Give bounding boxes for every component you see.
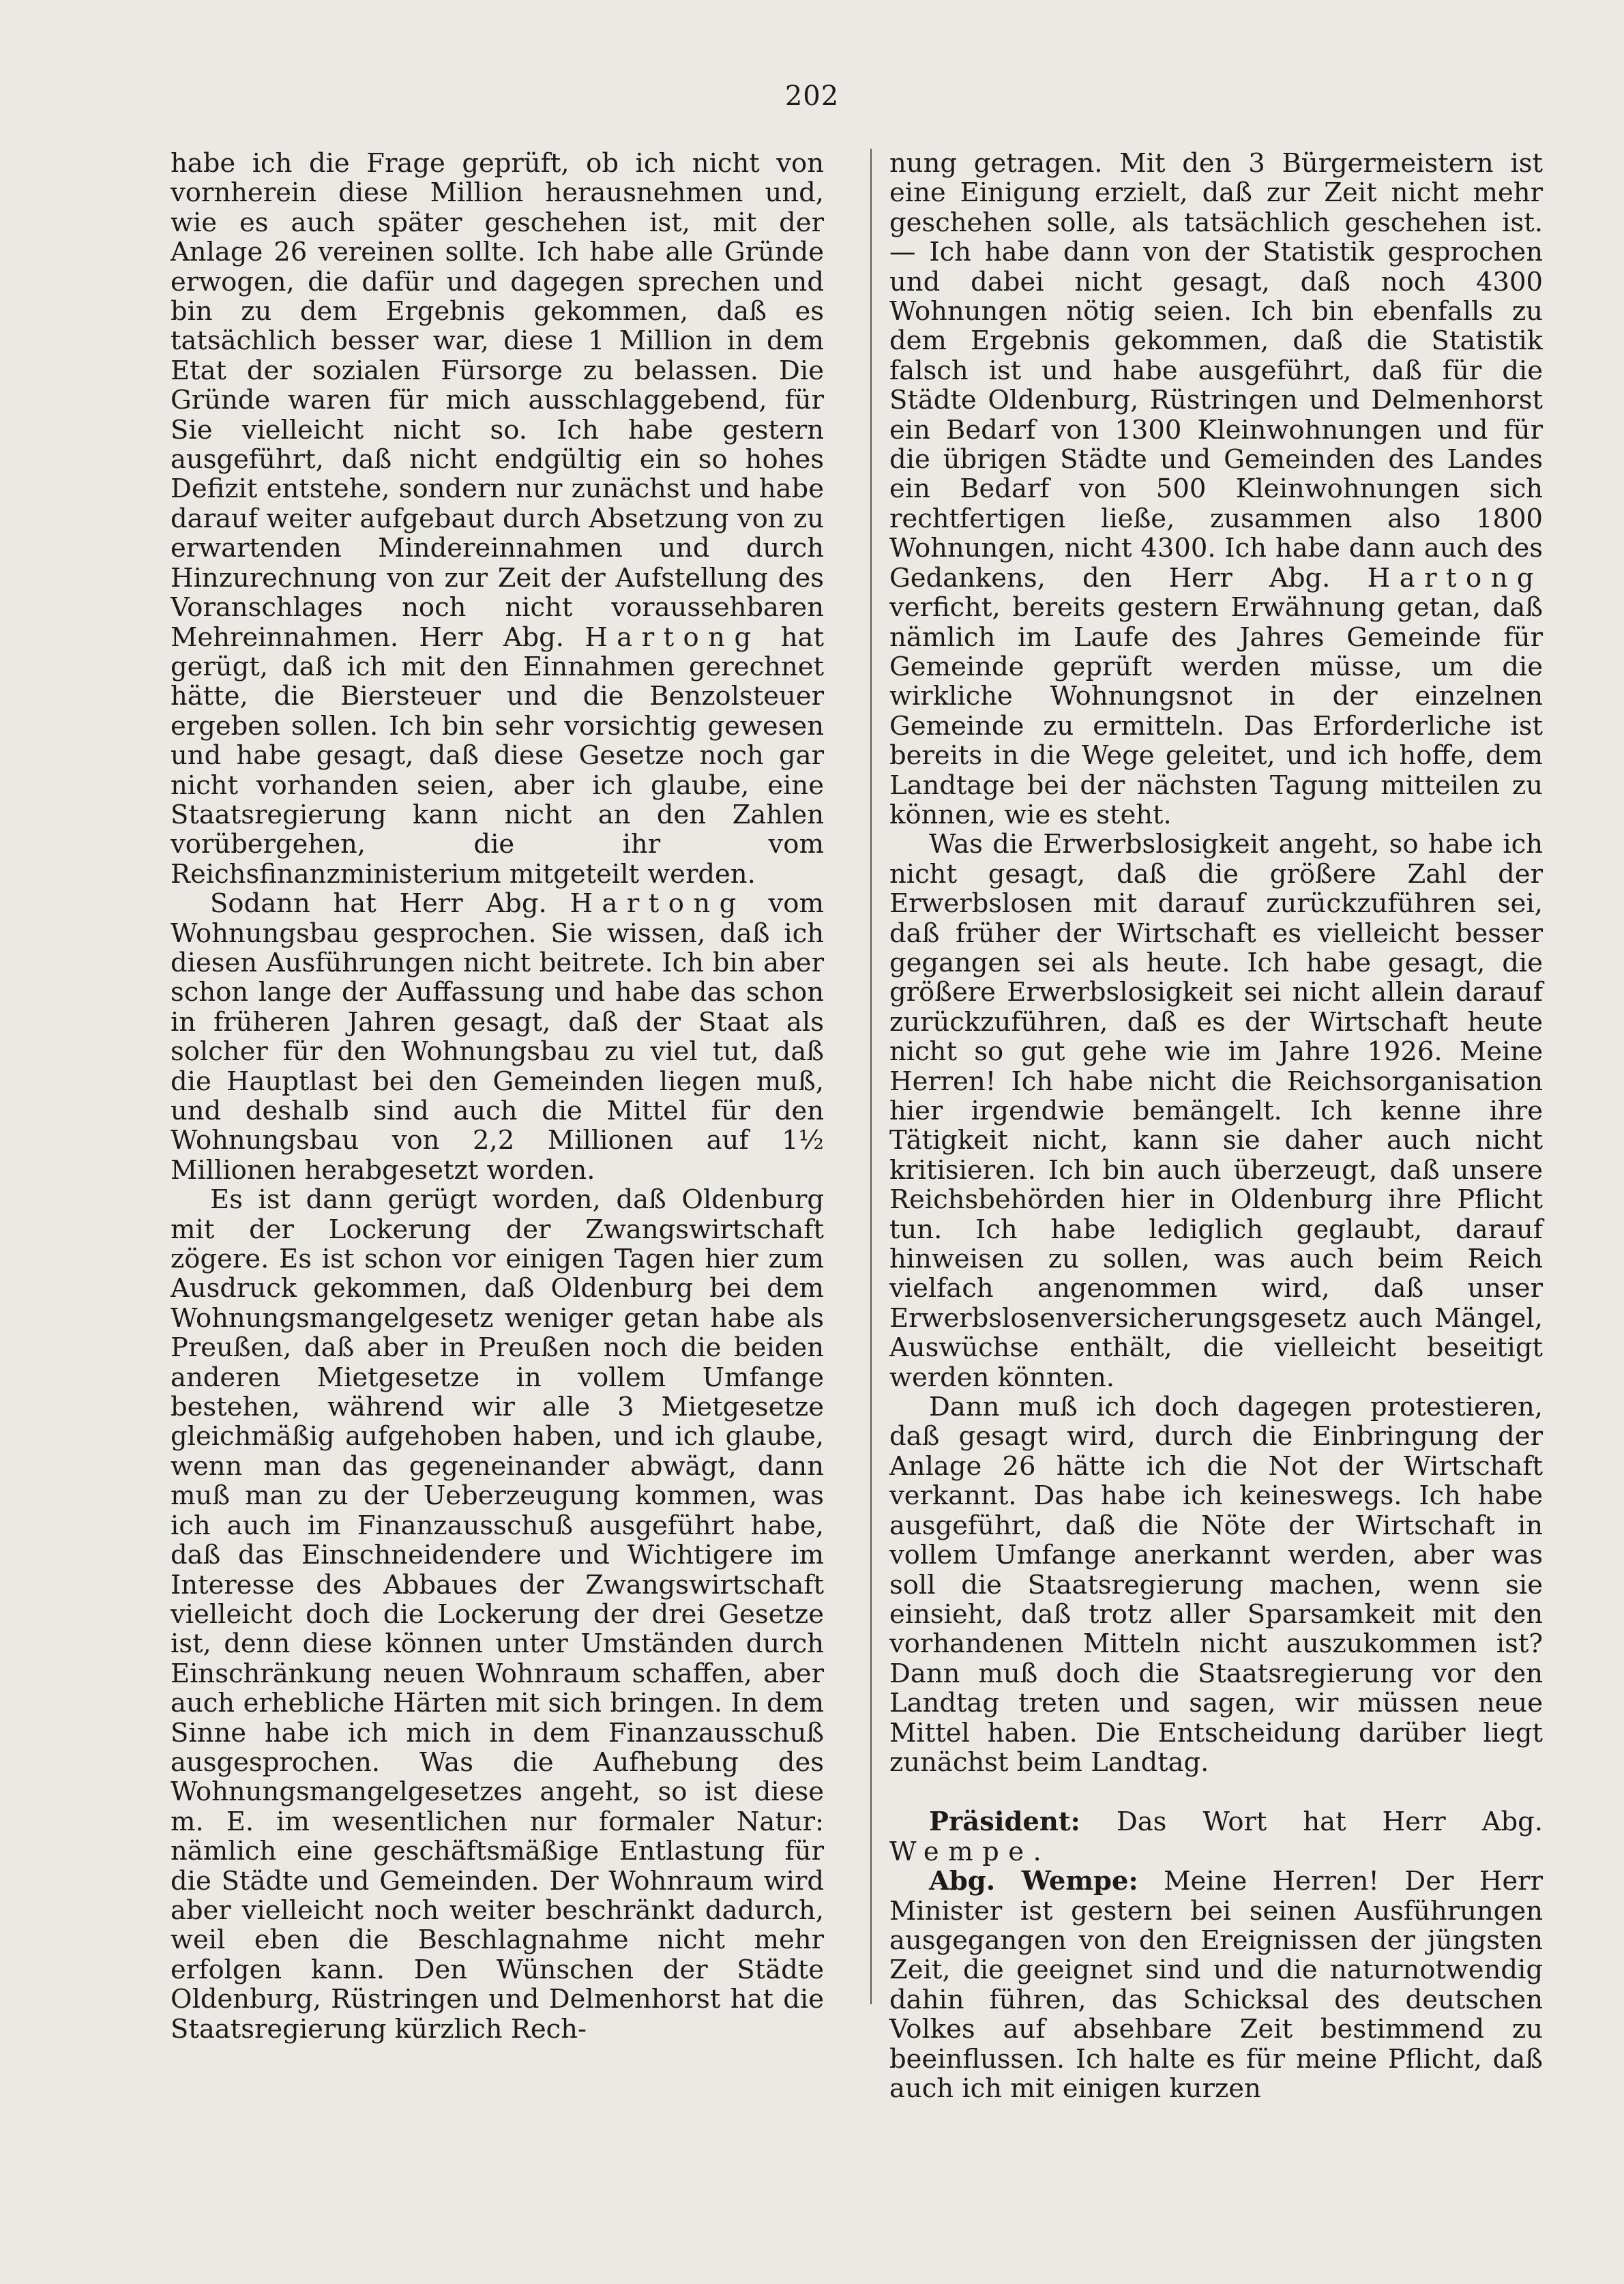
spaced-name: Hartong <box>570 888 745 920</box>
column-divider <box>870 149 872 2004</box>
paragraph: habe ich die Frage geprüft, ob ich nicht von vornherein diese Million herausnehmen und, wie es auch später geschehen ist, mit der Anlage 26 vereinen sollte. Ich habe alle Gründe erwogen, die dafür und dagegen sprechen und bin zu dem Ergebnis gekommen, daß es tatsächlich besser war, diese 1 Million in dem Etat der sozialen Fürsorge zu belassen. Die Gründe waren für mich ausschlaggebend, für Sie vielleicht nicht so. Ich habe gestern ausgeführt, daß nicht endgültig ein so hohes Defizit entstehe, sondern nur zunächst und habe darauf weiter aufgebaut durch Absetzung von zu erwartenden Mindereinnahmen und durch Hinzurechnung von zur Zeit der Aufstellung des Voranschlages noch nicht voraussehbaren Mehreinnahmen. Herr Abg. Hartong hat gerügt, daß ich mit den Einnahmen gerechnet hätte, die Biersteuer und die Benzolsteuer ergeben sollen. Ich bin sehr vorsichtig gewesen und habe gesagt, daß diese Gesetze noch gar nicht vorhanden seien, aber ich glaube, eine Staatsregierung kann nicht an den Zahlen vorübergehen, die ihr vom Reichsfinanzministerium mitgeteilt werden. <box>171 148 824 890</box>
right-column <box>889 149 1543 2103</box>
spaced-name: Hartong <box>1367 562 1543 594</box>
spaced-name: Hartong <box>585 621 761 653</box>
president-statement: Präsident: Das Wort hat Herr Abg. Wempe. <box>889 1806 1543 1867</box>
paragraph: Dann muß ich doch dagegen protestieren, daß gesagt wird, durch die Einbringung der Anlage 26 hätte ich die Not der Wirtschaft verkannt. Das habe ich keineswegs. Ich habe ausgeführt, daß die Nöte der Wirtschaft in vollem Umfange anerkannt werden, aber was soll die Staatsregierung machen, wenn sie einsieht, daß trotz aller Sparsamkeit mit den vorhandenen Mitteln nicht auszukommen ist? Dann muß doch die Staatsregierung vor den Landtag treten und sagen, wir müssen neue Mittel haben. Die Entscheidung darüber liegt zunächst beim Landtag. <box>889 1392 1543 1778</box>
paragraph: nung getragen. Mit den 3 Bürgermeistern ist eine Einigung erzielt, daß zur Zeit nicht mehr geschehen solle, als tatsächlich geschehen ist. — Ich habe dann von der Statistik gesprochen und dabei nicht gesagt, daß noch 4300 Wohnungen nötig seien. Ich bin ebenfalls zu dem Ergebnis gekommen, daß die Statistik falsch ist und habe ausgeführt, daß für die Städte Oldenburg, Rüstringen und Delmenhorst ein Bedarf von 1300 Kleinwohnungen und für die übrigen Städte und Gemeinden des Landes ein Bedarf von 500 Kleinwohnungen sich rechtfertigen ließe, zusammen also 1800 Wohnungen, nicht 4300. Ich habe dann auch des Gedankens, den Herr Abg. Hartong verficht, bereits gestern Erwähnung getan, daß nämlich im Laufe des Jahres Gemeinde für Gemeinde geprüft werden müsse, um die wirkliche Wohnungsnot in der einzelnen Gemeinde zu ermitteln. Das Erforderliche ist bereits in die Wege geleitet, und ich hoffe, dem Landtage bei der nächsten Tagung mitteilen zu können, wie es steht. <box>889 148 1543 830</box>
speech-paragraph: Abg. Wempe: Meine Herren! Der Herr Minister ist gestern bei seinen Ausführungen ausgegangen von den Ereignissen der jüngsten Zeit, die geeignet sind und die naturnotwendig dahin führen, das Schicksal des deutschen Volkes auf absehbare Zeit bestimmend zu beeinflussen. Ich halte es für meine Pflicht, daß auch ich mit einigen kurzen <box>889 1866 1543 2104</box>
page-number: 202 <box>784 80 840 112</box>
paragraph: Sodann hat Herr Abg. Hartong vom Wohnungsbau gesprochen. Sie wissen, daß ich diesen Ausführungen nicht beitrete. Ich bin aber schon lange der Auffassung und habe das schon in früheren Jahren gesagt, daß der Staat als solcher für den Wohnungsbau zu viel tut, daß die Hauptlast bei den Gemeinden liegen muß, und deshalb sind auch die Mittel für den Wohnungsbau von 2,2 Millionen auf 1½ Millionen herabgesetzt worden. <box>171 888 824 1186</box>
paragraph: Es ist dann gerügt worden, daß Oldenburg mit der Lockerung der Zwangswirtschaft zögere. Es ist schon vor einigen Tagen hier zum Ausdruck gekommen, daß Oldenburg bei dem Wohnungsmangelgesetz weniger getan habe als Preußen, daß aber in Preußen noch die beiden anderen Mietgesetze in vollem Umfange bestehen, während wir alle 3 Mietgesetze gleichmäßig aufgehoben haben, und ich glaube, wenn man das gegeneinander abwägt, dann muß man zu der Ueberzeugung kommen, was ich auch im Finanzausschuß ausgeführt habe, daß das Einschneidendere und Wichtigere im Interesse des Abbaues der Zwangswirtschaft vielleicht doch die Lockerung der drei Gesetze ist, denn diese können unter Umständen durch Einschränkung neuen Wohnraum schaffen, aber auch erhebliche Härten mit sich bringen. In dem Sinne habe ich mich in dem Finanzausschuß ausgesprochen. Was die Aufhebung des Wohnungsmangelgesetzes angeht, so ist diese m. E. im wesentlichen nur formaler Natur: nämlich eine geschäftsmäßige Entlastung für die Städte und Gemeinden. Der Wohnraum wird aber vielleicht noch weiter beschränkt dadurch, weil eben die Beschlagnahme nicht mehr erfolgen kann. Den Wünschen der Städte Oldenburg, Rüstringen und Delmenhorst hat die Staatsregierung kürzlich Rech- <box>171 1184 824 2045</box>
speaker-label: Präsident: <box>929 1806 1080 1838</box>
paragraph: Was die Erwerbslosigkeit angeht, so habe ich nicht gesagt, daß die größere Zahl der Erwerbslosen mit darauf zurückzuführen sei, daß früher der Wirtschaft es vielleicht besser gegangen sei als heute. Ich habe gesagt, die größere Erwerbslosigkeit sei nicht allein darauf zurückzuführen, daß es der Wirtschaft heute nicht so gut gehe wie im Jahre 1926. Meine Herren! Ich habe nicht die Reichsorganisation hier irgendwie bemängelt. Ich kenne ihre Tätigkeit nicht, kann sie daher auch nicht kritisieren. Ich bin auch überzeugt, daß unsere Reichsbehörden hier in Oldenburg ihre Pflicht tun. Ich habe lediglich geglaubt, darauf hinweisen zu sollen, was auch beim Reich vielfach angenommen wird, daß unser Erwerbslosenversicherungsgesetz auch Mängel, Auswüchse enthält, die vielleicht beseitigt werden könnten. <box>889 829 1543 1393</box>
left-column <box>171 149 824 2044</box>
spaced-name: Wempe <box>889 1836 1033 1867</box>
speaker-label: Abg. Wempe: <box>929 1866 1138 1897</box>
